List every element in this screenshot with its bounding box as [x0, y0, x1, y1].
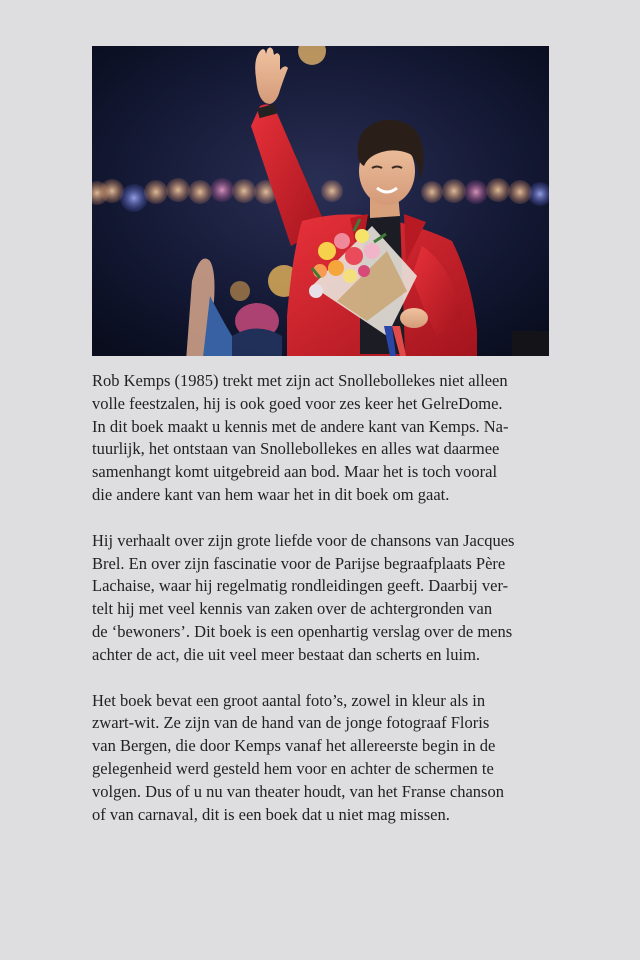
blurb-paragraph-2: Hij verhaalt over zijn grote liefde voor de chansons van Jacques Brel. En over zijn fascinatie voor de Parijse begraafplaats Père Lachaise, waar hij regelmatig rondleidingen geeft. Daarbij ver- telt hij met veel kennis van zaken over de achtergronden van de ‘bewoners’. Dit boek is een openhartig verslag over de mens achter de act, die uit veel meer bestaat dan scherts en luim. — [92, 530, 515, 664]
blurb-text — [92, 370, 549, 849]
cover-photo — [92, 46, 549, 356]
blurb-paragraph-1: Rob Kemps (1985) trekt met zijn act Snollebollekes niet alleen volle feestzalen, hij is ook goed voor zes keer het GelreDome. In dit boek maakt u kennis met de andere kant van Kemps. Na- tuurlijk, het ontstaan van Snollebollekes en alles wat daarmee samenhangt komt uitgebreid aan bod. Maar het is toch vooral die andere kant van hem waar het in dit boek om gaat. — [92, 371, 509, 504]
blurb-paragraph-3: Het boek bevat een groot aantal foto’s, zowel in kleur als in zwart-wit. Ze zijn van de hand van de jonge fotograaf Floris van Bergen, die door Kemps vanaf het allereerste begin in de gelegenheid werd gesteld hem voor en achter de schermen te volgen. Dus of u nu van theater houdt, van het Franse chanson of van carnaval, dit is een boek dat u niet mag missen. — [92, 690, 504, 824]
photo-illustration — [92, 46, 549, 356]
